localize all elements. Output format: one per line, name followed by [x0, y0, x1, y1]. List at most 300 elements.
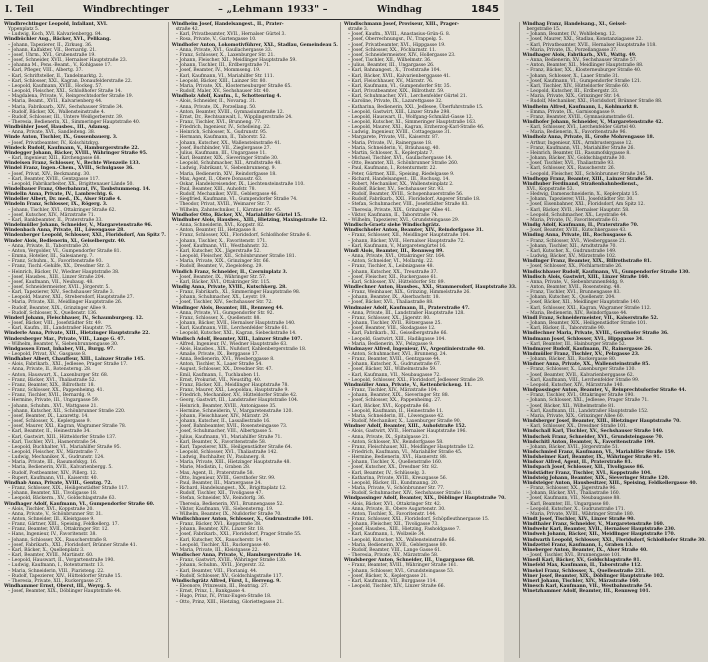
directory-entry: – Marie, Modistin, I., Graben 28.: [175, 465, 251, 471]
directory-entry: Windt Josef, Tischler, XIV., Linzer Straße 90.: [522, 517, 635, 522]
directory-entry: – Leopold, Bäcker, III., Kundmanng. 20.: [347, 480, 439, 486]
directory-entry: Windmann Josef, Schlosser, XVI., Hippgasse 34.: [522, 336, 644, 342]
directory-entry: Windenberger Leopold, Schlosser, XXI., Floridsdorf, Am Spitz 7.: [4, 233, 166, 239]
directory-entry: – Johann, Schlosser, XXI., Jedlesee, Prager Straße 71.: [526, 398, 649, 404]
directory-entry: – Karl, Privatbeamter, XVII., Hernalser Gürtel 3.: [175, 32, 286, 38]
directory-entry: Windisch Alois, Gastwirt, XIII., Linzer Straße 160.: [522, 274, 650, 280]
directory-entry: – Oskar, Handelsreisender, IX., Liechtensteinstraße 110.: [175, 181, 305, 187]
directory-entry: Windmüller Franz, Tischler, XV., Pelzgasse 23.: [522, 352, 640, 357]
directory-entry: – Karl, Kutscher, XX., Jägerstraße 52.: [175, 248, 261, 254]
directory-entry: Winetzhammer Adolf, Beamter, III., Rennweg 101.: [522, 589, 651, 595]
directory-entry: – Friedrich, Mechaniker, XV., Hütteldorfer Straße 42.: [175, 393, 298, 399]
directory-entry: – Karl, Schriftsteller, II., Tandelmarktg. 2.: [8, 73, 104, 79]
directory-entry: – Karl, Beamter, X., Favoritenstraße 58.: [175, 439, 267, 445]
directory-entry: – Franz, Schlosser, XX., Jägerstr. 80.: [347, 315, 431, 321]
directory-entry: – Maria, Schneiderin, V., Bräuhausg. 40.: [347, 145, 440, 151]
directory-entry: – Karl, Privatbeamter, XIX., Billrothstr. 59.: [347, 89, 445, 95]
directory-entry: – Franz, Schlosser, XX., Pappenheimg. 41.: [8, 388, 104, 394]
directory-entry: – Karl, Kaufmann, V., Margaretengürtel 16.: [347, 243, 447, 249]
directory-entry: Windel Franz, Ingen.-Chem., XVIII., Schulgasse 36.: [4, 166, 134, 172]
directory-entry: Windzettel Franz, Kaufmann, I., Graben 13.: [522, 542, 633, 548]
directory-entry: – Franz, Beamter, XVIII., Gentzgasse 44.: [347, 357, 441, 363]
directory-entry: – Franz, Schlosser, XXI., Floridsdorf, Schloßhofer Straße 6.: [175, 233, 311, 239]
directory-entry: – Leopold, Kutscher, XIV., Märzstraße 140.: [526, 382, 624, 388]
directory-entry: – Karl, Bäcker, XVII., Kalvarienberggasse 41.: [347, 73, 451, 79]
directory-entry: – Josef, Bäcker, XII., Meidlinger Hauptstraße 140.: [526, 300, 641, 306]
directory-entry: – Rudolf, Maler, XV., Sechshauser Str. 40.: [175, 89, 270, 95]
directory-entry: – Leopold, Hauswart, II., Vorgartenstraße 190.: [8, 558, 115, 564]
directory-entry: – Theodor, Privat, XVIII., Weimarer Str. 7.: [175, 202, 271, 208]
directory-entry: – Martin, Schlosser, X., Keplerplatz 7.: [347, 150, 434, 156]
directory-entry: – Johanna M., Pens.-Beamt., V., Kohlgasse 17.: [8, 63, 112, 69]
directory-entry: – Friedrich, Kaufmann, VI., Mariahilfer Straße 45.: [347, 449, 463, 455]
directory-entry: – Leopold, Kutscher, XXI., Kagran, Siebeckstraße 14.: [175, 331, 297, 337]
directory-entry: – Rudolf, Schlosser, III., Untere Weißgerberstr. 39.: [8, 114, 124, 120]
directory-entry: – Franz, Weinhauer, XIX., Grinzing, Himmelstraße 26.: [347, 290, 471, 296]
directory-entry: – Johann, Fleischer, XII., Tivoligasse 73.: [347, 522, 439, 528]
directory-entry: – Karl, Bankbeamter, II., Praterstraße 33.: [8, 217, 103, 223]
directory-entry: – Johann, Tapezierer, II., Zirkusg. 36.: [8, 42, 93, 48]
directory-entry: Winde Anton, Tischler, IX., Gussenbauerg. 3.: [4, 135, 118, 141]
directory-entry: – Hermine, Schneiderin, V., Margaretenstraße 120.: [175, 408, 293, 414]
directory-entry: – Anna, Private, II., Obere Augartenstr. 30.: [347, 506, 446, 512]
directory-entry: – Josef, Bäcker, X., Keplergasse 21.: [347, 573, 428, 579]
directory-entry: – Rudolf, Bäcker, XV., Sechshauser Str. 93.: [347, 187, 445, 192]
directory-entry: – Anton, Beamter, XVII., Rosensteing. 48.: [526, 284, 621, 290]
directory-entry: – Theresia, Bedienerin, XI., Simmeringer Hauptstraße 40.: [8, 119, 141, 125]
directory-entry: – Rudolf, Tischler, XII., Tivoligasse 47.: [175, 491, 263, 497]
directory-entry: – Rudolf, Mechaniker, XXI., Floridsdorf, Brünner Straße 88.: [526, 99, 663, 105]
directory-entry: – Anton, Vergolder, VI., Gumpendorfer Straße 81.: [8, 248, 121, 254]
directory-entry: – Hedwig, Damenschneiderin, X., Keplerplatz 15.: [526, 192, 639, 198]
directory-entry: – Leopold, Kutscher, III., Erdbergstr. 33.: [526, 89, 619, 95]
directory-entry: – Josef, Schneidermeister, XIV., Hollergasse 23.: [347, 52, 456, 58]
directory-entry: – Emma, Private, IX., Garnisongasse 9.: [526, 109, 616, 115]
directory-entry: – Rosa, Private, V., Gartengasse 10.: [175, 37, 257, 43]
directory-entry: – Paul, Beamter, III., Marxergasse 24.: [175, 480, 262, 486]
directory-entry: – Josef, Privatbeamter, IV., Kolschitzkyg.: [8, 140, 100, 146]
directory-entry: Windsberger Anton, Schneider, III., Ungargasse 68.: [343, 558, 475, 564]
directory-entry: – Leopold, Kutscher, X., Gudrunstraße 171.: [526, 506, 626, 512]
directory-entry: – Anna, Private, III., Landstraßer Hauptstraße 128.: [347, 310, 465, 316]
directory-entry: – Theresia, Private, XII., Ruckergasse 27.: [8, 578, 103, 584]
directory-entry: – Katharina, Bedienerin, XXI., Jedlesee, Überfuhrstraße 15.: [347, 104, 484, 110]
directory-entry: Winekel Franz, Schlosser, X., Quellenstraße 231.: [522, 568, 646, 574]
directory-entry: – Josef, Beamter, VIII., Skodagasse 12.: [347, 326, 436, 332]
directory-entry: – Josef, Tischler, XII., Wilhelmstr. 36.: [347, 58, 432, 64]
directory-entry: – Johann, Tischler, X., Favoritenstr. 171.: [175, 238, 267, 244]
directory-entry: – Josef, Oberrechnungsr., IV., Trappelg. 5.: [347, 37, 443, 43]
directory-entry: – Anton, Beamter, III., Hetzgasse 8.: [175, 228, 257, 234]
directory-entry: – Maria, Beamt., XVII., Kalvarienberg 44.: [8, 99, 103, 105]
directory-entry: – Leopold, Bäckerm., XV., Goldschlagstraße 63.: [8, 496, 116, 502]
directory-entry: – Arthur, Ingenieur, XIX., Armbrustergasse 12.: [526, 140, 633, 146]
directory-entry: Windschitl Anton, Beamter, X., Favoritenstraße 199.: [522, 439, 655, 445]
directory-entry: – Josef, Schlosser, X., Keplergasse 9.: [8, 419, 91, 425]
directory-entry: Windthaler Franz, Schneider, V., Margaretenstraße 160.: [522, 522, 665, 528]
directory-entry: Windischer Anna, Private, V., Hamburgerstraße 14.: [171, 553, 302, 559]
directory-entry: Windner Anna, Private, XX., Wallensteinstraße 85.: [522, 362, 650, 368]
directory-entry: – Johann, Schuhmacher, XX., Leystr. 19.: [175, 295, 267, 301]
directory-entry: – Maria, Bedienerin, XV., Pelzgasse 9.: [347, 341, 434, 347]
directory-entry: – Siegfried, Kaufmann, VI., Gumpendorfer Straße 74.: [175, 197, 298, 203]
directory-entry: – Rudolf, Bäcker, XX., Wallensteinstraße 4.: [8, 109, 106, 115]
directory-entry: – Rudolf, Mechaniker, XVII., Geblergasse 46.: [175, 192, 278, 198]
directory-entry: – Leopold, Schlosser, XXI., Floridsdorf, Jedleseer Straße 29.: [347, 377, 485, 383]
directory-entry: – Johann, Schlosser, XX., Rauscherstraße 8.: [8, 537, 108, 543]
directory-entry: – Josef, Schlosser, XX., Pappenheimg. 27.: [347, 398, 442, 404]
column-4: [523, 22, 708, 658]
directory-entry: – Johann, Kutscher, XII., Schönbrunner Straße 220.: [8, 408, 126, 414]
directory-entry: – Karl, Bäcker, XVI., Koppstraße 66.: [347, 403, 430, 409]
directory-entry: Windmüller Anna, Private, V., Kettenbrückeng. 11.: [343, 382, 472, 388]
directory-entry: – Richard, Handelsangest., XX., Brigittaplatz 12.: [175, 486, 287, 492]
directory-entry: – Georg, Gastwirt, III., Landstraßer Hauptstraße 104.: [175, 398, 299, 404]
directory-entry: – Leopold, Schuhmacher, XX., Leystraße 44.: [526, 212, 628, 218]
directory-entry: – Johann, Beamter, XII., Tivoligasse 18.: [8, 491, 98, 497]
directory-entry: – Karl, Beamter, VIII., Florianig. 44.: [175, 568, 258, 574]
directory-entry: Windischgrätz Alfred, Fürst, I., Herreng. 9.: [171, 578, 281, 584]
directory-entry: – Leopold, Tischler, XII., Ruckergasse 40.: [175, 542, 271, 548]
directory-entry: – Rudolf, Fabrikarb., XXI., Floridsdorf, Angerer Straße 18.: [347, 197, 481, 203]
directory-entry: – Anton, Beamter, XVIII., Gymnasiumstraße 12.: [175, 109, 284, 115]
directory-entry: – Karl, Schlosser, XVI., Lerchenfelder Gürtel 40.: [526, 125, 637, 131]
directory-entry: – Josef, Maurer, XXI., Stadlau, Konstanziagasse 22.: [526, 37, 643, 43]
directory-entry: – Heinrich, Beamter, III., Rasumofskygasse 8.: [526, 150, 631, 156]
directory-entry: – Otto, Ingenieur, XVIII., Gersthofer Str. 99.: [175, 475, 276, 481]
directory-entry: – Theresia, Private, XIX., Grinzinger Allee 41.: [347, 207, 452, 213]
directory-entry: – Franz, Bäcker, XVI., Koppstraße 38.: [175, 522, 262, 528]
directory-entry: – Karoline, Private, IX., Lazarettgasse 32.: [347, 99, 443, 105]
directory-entry: Windhager Alois, Fabrikarb., XVI., Wattg. 49.: [522, 52, 637, 58]
directory-entry: – Johann, Bäcker, XVI., Thaliastraße 160.: [526, 491, 621, 497]
directory-entry: – Josef, Schlosser, XX., Pöchlarnstraße 26.: [526, 264, 623, 270]
directory-entry: Windspach Josef, Schlosser, XII., Tivoligasse 86.: [522, 465, 645, 471]
directory-entry: – Karl, Fleischhauer, XV., Märzstr. 76.: [347, 78, 434, 84]
directory-entry: – Maria, Private, XIII., Hietzinger Hauptstraße 48.: [175, 460, 291, 466]
directory-entry: – Richard, Handelsangest., III., Rochusg. 14.: [347, 176, 450, 182]
directory-entry: Windwarth Leopold, Schlosser, XXI., Floridsdorf, Schloßhofer Straße 30.: [522, 537, 706, 543]
directory-entry: – Josef, Privatbeamter, XVI., Hippgasse 19.: [347, 42, 446, 48]
directory-entry: – Josef, Kaufmann, VII., Neubaugasse 88.: [526, 496, 621, 502]
directory-entry: – Paul, Kaufmann, I., Rotenturmstr. 22.: [347, 166, 437, 172]
directory-entry: Winesch Karl, Kaufmann, VII., Westbahnstraße 54.: [522, 584, 652, 590]
first-entry-guide: Windbrechtinger: [83, 5, 169, 15]
directory-entry: – Franz, Schlosser, XVI., Wiesberggasse 21.: [526, 238, 627, 244]
directory-entry: Windl Franz, Schneidermeister, VII., Kaiserstraße 52.: [522, 315, 659, 321]
directory-entry: Windbüchler Aug., Bäcker, XVI., Pelikang.: [4, 37, 111, 43]
directory-entry: – Leopold, Fleischer, XII., Schönbrunner Straße 245.: [526, 171, 647, 177]
directory-entry: – Josef, Bäcker, XII., Wilhelmstraße 59.: [347, 367, 437, 373]
directory-entry: – Josef, Kaufm., XVIII., Anastasius-Grün-G. 8.: [347, 32, 451, 38]
directory-entry: – Rudolf, Schuhmacher, XIV., Sechshauser Straße 118.: [347, 491, 473, 497]
directory-entry: – Josef, Beamter, IX., Währinger Str. 57.: [175, 274, 267, 280]
directory-entry: – Ludwig, Koch, XVI. Kalvarienbergg. 84.: [8, 32, 103, 38]
directory-entry: – Maria, Private, III., Rasumofskyg. 16.: [8, 460, 98, 466]
directory-entry: Windich Franz, Schneider, II., Czerninplatz 3.: [171, 269, 288, 275]
directory-entry: Windeln Franz, Schlosser, IX., Rögerg. 3.: [4, 202, 108, 208]
directory-entry: – Karl, Kaufmann, I., Wollzeile 34.: [347, 532, 426, 538]
directory-entry: – Alois, Gastwirt, XVII., Hernalser Hauptstraße 196.: [347, 429, 467, 435]
directory-entry: – Karl, Kaufm., III., Landstraßer Hauptstr. 75.: [8, 326, 113, 332]
directory-entry: Wineberger Anton, Beamter, IX., Alser Straße 40.: [522, 547, 648, 553]
directory-entry: Windenbach Anna, Private, III., Löwengasse 28.: [4, 228, 125, 234]
directory-entry: Windhuber Ferdinand, Straßenbahnbedienst.,: [522, 181, 639, 187]
directory-entry: – Rudolf, Beamter, V., Ziegelofeng. 29.: [175, 264, 263, 270]
column-3: [344, 22, 520, 658]
directory-entry: – Leopold, Maurer, XXI., Strebersdorf, Hauptstraße 27.: [8, 295, 134, 301]
directory-entry: – Paul, Beamter, XIII., Auhofstr. 78.: [175, 187, 256, 192]
directory-entry: – Maria, Private, III., Kleistgasse 22.: [175, 547, 259, 553]
directory-entry: – Anna, Private, VI., Gumpendorfer Str. 92.: [175, 310, 274, 316]
directory-entry: Windischbauer Anton, Schlosser, X., Gudrunstraße 101.: [171, 517, 313, 522]
directory-entry: Windpassinger Adolf, Beamter, XIX., Döblinger Hauptstraße 70.: [343, 496, 506, 502]
directory-entry: – Viktor, Kaufmann, VII., Siebensterng. 19.: [175, 506, 274, 512]
directory-entry: – Ludwig, Fabrikant, V., Siebenbrunneng. 9.: [175, 166, 276, 172]
directory-entry: – Karl, Schlosser, XXI., Kagran, Wagramer Straße 112.: [526, 305, 652, 311]
directory-entry: – Johann, Schlosser, X., Laaer Straße 31.: [526, 73, 620, 79]
directory-entry: – Anna, Private, II., Rotensterng. 28.: [8, 367, 92, 373]
directory-entry: Winer Josef, Beamter, XIX., Döblinger Hauptstraße 102.: [522, 573, 665, 579]
directory-entry: – Anna, Private, IX., Porzellang. 50.: [175, 104, 257, 110]
directory-entry: – Rudolf, Postbeamter, XIV., Pillerg. 12.: [8, 470, 98, 476]
directory-entry: Windgassen Ernst, Inhaber, VII., Burgg. 97.: [4, 346, 115, 352]
directory-entry: Winding Anna, Private, III., Rochusgasse 6.: [522, 233, 633, 239]
directory-entry: – Josef, Schneidermeister, XVII., Jörgerstr. 5.: [8, 284, 110, 290]
directory-entry: – Anna, Bedienerin, XVI., Wiesberggasse 8.: [175, 357, 275, 363]
directory-entry: – Anna, Private, XVI., Gaullachergasse 33.: [175, 47, 273, 53]
directory-entry: – Eleonore, Prinzessin, III., Beatrixg. 27.: [175, 584, 269, 590]
directory-entry: Windheim Alfred, Kaufmann, I., Kohlmarkt 8.: [522, 104, 639, 110]
directory-entry: Winerl Johann, Tischler, XIV., Märzstraße 160.: [522, 578, 641, 584]
directory-entry: – Maria, Private, IV., Favoritenstraße 61.: [526, 217, 620, 223]
directory-entry: – Rudolf, Schlosser, XV., Goldschlagstraße 117.: [175, 573, 283, 579]
directory-entry: – Leopold, Bäcker, XIII., Lainzer Str. 80.: [175, 78, 267, 84]
directory-entry: – Franz, Tischler, X., Leibnizgasse 48.: [347, 264, 434, 270]
directory-entry: – Anton, Schlosser, XV., Reindorfgasse 58.: [347, 439, 444, 445]
section-label: I. Teil: [5, 5, 34, 15]
directory-entry: Windischbauer Rudolf, Kaufmann, VI., Gumpendorfer Straße 130.: [522, 269, 690, 275]
directory-entry: – Franz, Beamter, XIX., Billrothstr. 18.: [8, 382, 95, 388]
directory-entry: – Johann, Bäcker, XVII., Hernalser Hauptstraße 140.: [175, 321, 296, 327]
directory-entry: – Anna, Schneiderin, XVI., Koppstr. 82.: [175, 223, 265, 229]
entry-columns: [4, 22, 706, 658]
directory-entry: – Maria, Private, IV., Rainergasse 18.: [347, 140, 433, 146]
directory-entry: Windelin Anna, Private, IV., Lambrechtg. 6.: [4, 192, 114, 198]
directory-entry: Windhager Adolf, Kaufmann, VI., Gumpendorfer Straße 60.: [4, 501, 155, 507]
directory-entry: – Leopold, Schlosser, XVI., Thaliastraße 142.: [175, 449, 278, 455]
directory-entry: Windstädter Franz, Tischler, XVI., Koppstraße 104.: [522, 470, 652, 476]
directory-entry: – Karl, Kaufmann, VI., Mariahilfer Str. 111.: [175, 73, 275, 79]
directory-entry: – Leopold, Kutscher, XI., Simmeringer Hauptstraße 163.: [347, 119, 477, 125]
directory-entry: – Johann, Bäcker, XII., Ruckergasse 80.: [526, 357, 617, 363]
directory-entry: – Ernst, Prokurist, VII., Neustiftg. 40.: [175, 377, 262, 383]
directory-entry: – Heinrich, Bäcker, IV., Wiedner Hauptstraße 38.: [8, 269, 120, 275]
directory-entry: – Johann, Beamter, XIX., Sieveringer Str. 88.: [347, 393, 450, 399]
directory-entry: straße 42.: [175, 27, 199, 33]
directory-entry: – Julius, Beamter, III., Ungargasse 26.: [347, 63, 435, 69]
directory-entry: – Heinrich, Schlosser, X., Gudrunstr. 95.: [175, 130, 268, 136]
directory-entry: Windwehr Karl, Beamter, XVII., Hernalser Hauptstraße 230.: [522, 527, 676, 533]
directory-entry: – Wilhelm, Zahntechniker, I., Kärntner Str. 45.: [175, 207, 282, 213]
directory-entry: – Karl, Schlosser, XX., Dresdner Straße 101.: [526, 424, 628, 430]
directory-entry: – Leopold, Kaufmann, XVIII., Hockeg. 57.: [8, 83, 103, 89]
directory-entry: – Maria, Private, XIX., Grinzinger Allee 60.: [526, 413, 625, 419]
directory-entry: – Karl, Pfleger, VIII., Albertg. 37.: [8, 68, 83, 74]
directory-entry: – Anton, Beamter, XII., Meidlinger Hauptstraße 88.: [526, 63, 644, 69]
directory-entry: – Maria, Schneiderin, VIII., Piaristeng. 22.: [8, 568, 105, 574]
directory-entry: – Karl, Kaufmann, VIII., Lerchenfelder Straße 99.: [526, 377, 640, 383]
directory-entry: – Hermine, Bedienerin, XVI., Hasnerstr. 88.: [347, 455, 448, 461]
directory-entry: – Alois, Tischler, XVI., Koppstraße 20.: [8, 506, 94, 512]
directory-entry: – Ludwig, Buchhalter, IV., Paulanerg. 8.: [175, 455, 266, 461]
directory-entry: – Alois, Fabrikarb., XXI., Jedlesee, Prager Straße 17.: [8, 362, 128, 368]
directory-entry: – Karl, Kutscher, X., Gudrunstraße 149.: [526, 248, 617, 254]
directory-entry: – Johann, Tischler, X., Quellenstraße 160.: [347, 460, 443, 466]
directory-entry: – Karl, Fabrikarb., XI., Geiselbergstraße 66.: [347, 331, 448, 337]
directory-entry: – Leopold, Schuhmacher, XII., Arndtstraße 48.: [175, 161, 282, 167]
directory-entry: – Franz, Fleischhauer, XII., Meidlinger Hauptstraße 12.: [347, 444, 475, 450]
directory-entry: – Johann, Fleischhauer, XIV., Märzstr. 29.: [175, 413, 270, 419]
directory-entry: – Josef, Eisenbahner, XXI., Floridsdorf, Am Spitz 12.: [526, 202, 645, 208]
directory-entry: – Franz, Tischl.-Gehilfe, XX., Dresdner Str. 3.: [8, 264, 111, 270]
directory-entry: Windpassinger Anton, Beamter, V., Reinprechtsdorfer Straße 44.: [522, 388, 687, 394]
directory-entry: – Josef, Kaufmann, VI., Gumpendorfer Straße 121.: [526, 78, 642, 84]
directory-entry: – Josef, Schlosser, XX., Pöchlarnstr. 11.: [347, 47, 437, 53]
directory-entry: – Karl, Schlosser, XV., Hütteldorfer Str. 89.: [347, 279, 445, 285]
directory-entry: Windbrechtinger Leopold, Infallant, XVI.: [4, 22, 108, 27]
directory-entry: – Josef, Fabrikarb., XXI., Floridsdorf, Brünner Straße 41.: [8, 542, 138, 548]
directory-entry: – Karl, Kaufmann, VI., Gumpendorfer Str. 35.: [347, 83, 451, 89]
directory-entry: Windl Alois, Beamter, III., Rennweg 89.: [343, 248, 444, 254]
directory-entry: – Emma, Hotelier, III., Salesianerg. 7.: [8, 254, 94, 260]
directory-entry: Windinger Alois, Beamter, III., Rennweg 44.: [171, 305, 284, 311]
directory-entry: – Maria, Private, V., Schönbrunner Str. 77.: [347, 486, 445, 492]
directory-entry: – Leopold, Fleischer, XXI., Schloßhofer Straße 14.: [8, 89, 122, 95]
directory-entry: – Johann, Beamter, XIV., Linzer Str. 18.: [175, 527, 265, 533]
directory-entry: Windelmüller Johann, Schneider, V., Margaretenstraße 96.: [4, 223, 153, 229]
directory-entry: – Franz, Tischler, XVII., Bernardg. 9.: [8, 393, 92, 399]
directory-entry: – Josef, Schneider, XVII., Hernalser Hauptstraße 23.: [8, 58, 127, 64]
directory-entry: – Johann, Tischler, XII., Arndtstraße 70.: [526, 243, 617, 249]
directory-entry: – Anton, Schneider, III., Kleistgasse 9.: [8, 517, 95, 522]
directory-entry: – Franz, Bäcker, XVI., Thaliastraße 52.: [8, 377, 96, 383]
directory-entry: – Anna, Private, XVI., Sandleiteng. 38.: [8, 130, 96, 136]
directory-entry: – Wilhelm, Beamter, IX., Nußdorfer Straße 70.: [175, 511, 282, 517]
directory-entry: – Wilhelm, Tapezierer, XVI., Grundsteingasse 29.: [347, 217, 460, 223]
directory-entry: – Hermann, Kaufmann, II., Taborstr. 52.: [175, 135, 267, 141]
directory-entry: Windweh Johann, Bäcker, XII., Meidlinger Hauptstraße 170.: [522, 532, 676, 538]
directory-entry: – Maria, Bedienerin, XVII., Kalvarienbergg. 5.: [8, 465, 113, 471]
directory-entry: Windeller Albert, Dr. med., IX., Alser Straße 4.: [4, 197, 122, 203]
directory-entry: Windner Adolf, Beamter, XIII., Auhofstraße 152.: [343, 424, 467, 430]
directory-entry: – Theresia, Private, XV., Märzstraße 58.: [347, 553, 439, 559]
directory-entry: – Magdalena, Private, V., Reinprechtsdorfer Straße 19.: [8, 94, 134, 100]
directory-entry: – Anna, Private, IX., Spitalgasse 21.: [347, 434, 430, 440]
directory-entry: – Friedrich, Ingenieur, IV., Schelleing. 22.: [175, 125, 271, 131]
directory-entry: – Josef, Privat, XIV., Beckmanng. 30.: [8, 171, 91, 177]
directory-entry: – Leopold, Gastwirt, XIII., Linzer Straße 298.: [347, 109, 451, 115]
directory-entry: – Franz, Tischler, XVI., Brunneng. 77.: [175, 119, 262, 125]
directory-entry: – Leopold, Kutscher, XX., Wallensteinstraße 66.: [347, 537, 456, 543]
directory-entry: Windmaier Adolf, Kaufmann, II., Praterstraße 47.: [343, 305, 470, 311]
directory-entry: – Karl, Schuhmacher, XVI., Lerchenfelder Gürtel 21.: [347, 94, 468, 100]
directory-entry: – Anna, Bedienerin, XV., Sechshauser Straße 57.: [526, 58, 638, 64]
directory-entry: – Johann, Beamter, IV., Wohllebeng. 12.: [526, 32, 617, 38]
directory-entry: – Karl, Beamter, II., Heinestraße 34.: [8, 429, 91, 435]
directory-entry: – Karl, Beamter, XIX., Sieveringer Straße 30.: [175, 156, 279, 162]
directory-entry: – Anna, Private, II., Taborstraße 20.: [8, 243, 90, 249]
directory-entry: – Karl, Bäcker, II., Taborstraße 90.: [526, 326, 606, 332]
directory-entry: Windschek Franz, Schneider, XVI., Grundsteingasse 70.: [522, 434, 664, 440]
directory-entry: – Franz, Bäcker, XX., Klosterneuburger Straße 40.: [526, 68, 642, 74]
directory-entry: Windholz Anna, Private, II., Große Mohrengasse 18.: [522, 135, 655, 141]
directory-entry: Windisch Adolf, Beamter, XIII., Lainzer Straße 107.: [171, 336, 303, 342]
directory-entry: – Leopold, Fabrikarbeiter, XX., Brigittenauer Lände 50.: [8, 181, 134, 187]
directory-entry: Winderl Johann, Fleischhauer, IV., Schaumburgerg. 12.: [4, 315, 144, 321]
directory-entry: – Johann, Tischler, XVII., Rötzergasse 25.: [347, 321, 442, 327]
directory-entry: – Franz, Beamter, XVIII., Gymnasiumstraße 61.: [526, 114, 635, 120]
directory-entry: – Viktor, Kaufmann, II., Taborstraße 74.: [347, 212, 439, 218]
directory-entry: Winefeld Max, Kaufmann, II., Taborstraße 112.: [522, 563, 642, 569]
directory-entry: – Leopold, Gastwirt, XIII., Hadikgasse 104.: [347, 336, 446, 342]
directory-entry: – Johann, Kutscher, II., Lassallestraße 16.: [175, 419, 271, 425]
directory-entry: – Johann, Tapezierer, VIII., Josefstädter Str. 30.: [526, 197, 634, 203]
directory-entry: – Karl, Beamter, XVIII., Martinstr. 60.: [8, 553, 94, 559]
directory-entry: – Katharina, Private, XVIII., Kreuzgasse 56.: [347, 475, 447, 481]
directory-entry: – Franz, Beamter, XVII., Ottakringer Str. 12.: [8, 527, 109, 533]
directory-entry: – Franz, Gärtner, XIII., Speising, Feldkellerg. 17.: [8, 522, 119, 528]
directory-entry: – Josef, Kutscher, XIV., Märzstraße 71.: [8, 212, 96, 218]
directory-entry: – Johann, Kutscher, XX., Treustraße 37.: [347, 269, 438, 275]
directory-entry: – Josef, Tischler, XVI., Thaliastraße 93.: [526, 161, 615, 167]
directory-entry: – Max, Agent, II., Praterstraße 58.: [175, 470, 254, 476]
directory-entry: – Karl, Tapezierer, XIX., Heiligenstädter Straße 64.: [175, 444, 293, 450]
directory-entry: Windeck Rudolf, Kaufmann, V., Hamburgerstraße 22.: [4, 145, 140, 151]
directory-entry: – Josef, Maurer, XXI., Kagran, Wagramer Straße 78.: [8, 424, 127, 430]
directory-entry: Windhaber Albert, Chauffeur, XIII., Lainzer Straße 145.: [4, 357, 145, 363]
directory-entry: Windig Anna, Private, XVIII., Kutschkerg. 28.: [171, 284, 287, 290]
directory-entry: – Johann, Schuhm., XVII., Jörgerstr. 32.: [175, 563, 266, 569]
directory-entry: Windhag Franz, Handelsang., XI., Geisel-: [522, 22, 627, 27]
directory-entry: – Johann, Beamter, XIX., Heiligenstädter Straße 101.: [526, 321, 648, 327]
directory-entry: – Alfred, Ingenieur, IV., Wiedner Hauptstraße 63.: [175, 341, 288, 347]
directory-entry: – Maria, Bedienerin, X., Favoritenstraße 96.: [526, 130, 627, 136]
directory-entry: – Karl, Bäcker, XVII., Hernalser Hauptstr. 58.: [526, 207, 630, 213]
directory-entry: – Karl, Beamter, III., Hainburger Straße 52.: [526, 341, 627, 347]
directory-entry: – Maria, Private, XIX., Grinzinger Str. 14.: [526, 94, 621, 100]
directory-entry: – Josef, Kaufmann, VII., Neubaug. 48.: [8, 279, 94, 285]
directory-entry: Windlechner Maria, Private, XVIII., Gersthofer Straße 36.: [522, 331, 669, 337]
directory-entry: – Josef, Schuhmacher, VIII., Albertgasse 5.: [175, 429, 273, 435]
directory-entry: – Emil, Kaufmann, I., Tuchlauben 11.: [175, 372, 261, 378]
directory-entry: Windholz Adolf, Kaufm., I., Schottenring 4.: [171, 94, 282, 100]
directory-entry: straße 3.: [347, 27, 369, 33]
directory-entry: – Rudolf, Schlosser, X., Quellenstr. 136.: [8, 310, 98, 316]
directory-entry: – Leopold, Maurer, XXI., Kagran, Erzherzog-Karl-Straße 46.: [347, 125, 485, 131]
directory-entry: Windersberger Mar., Private, VIII., Lange G. 47.: [4, 336, 126, 342]
last-entry-guide: Windhag: [376, 5, 422, 15]
directory-entry: Windmayer Rudolf, Kaufmann, IV., Rainergasse 26.: [522, 346, 653, 352]
directory-entry: – Johann, Schuhm., XVI., Wattgasse 21.: [8, 403, 98, 409]
directory-entry: – Alois, Schneider, II., Novarag. 31.: [175, 99, 257, 105]
directory-entry: – Johann, Kutscher, X., Quellenstr. 204.: [526, 295, 616, 301]
directory-entry: Windmayer Alfred, Ingenieur, IV., Argentinierstraße 40.: [343, 346, 485, 352]
directory-entry: Winderle Anna, Private, XIII., Hietzinger Hauptstraße 22.: [4, 331, 150, 337]
directory-entry: – Franz, Schlosser, XX., Jägerstraße 96.: [526, 486, 617, 492]
directory-entry: Windischhofer Anton, Beamter, XIV., Reindorfgasse 31.: [343, 228, 484, 234]
directory-entry: – Franz, Tischler, XVI., Ottakringer Straße 190.: [526, 393, 635, 399]
